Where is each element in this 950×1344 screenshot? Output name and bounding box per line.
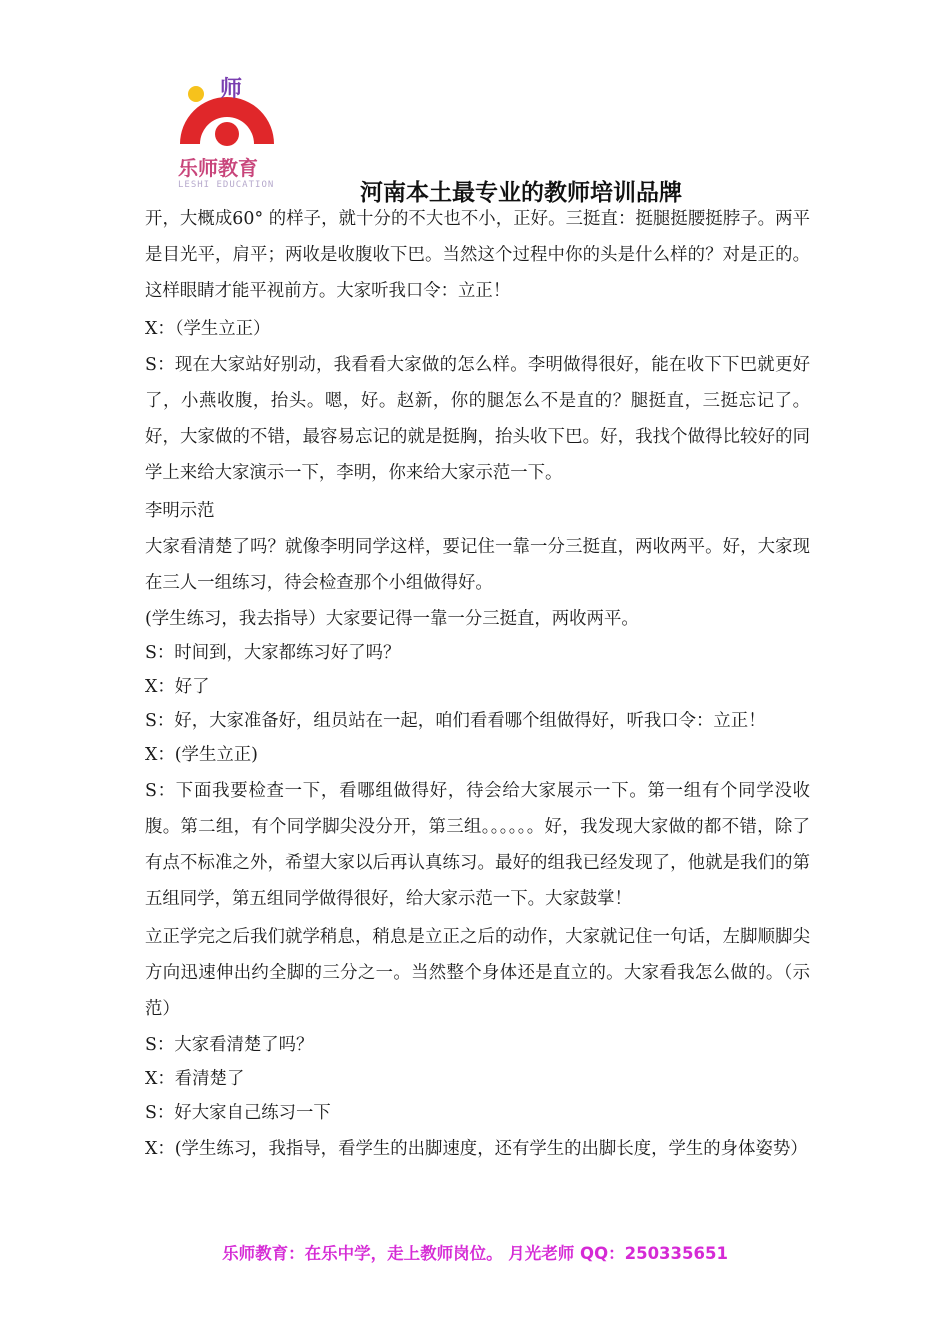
paragraph: S：好大家自己练习一下 (145, 1103, 331, 1123)
paragraph: X：看清楚了 (145, 1069, 245, 1089)
logo-mark-glyph: 师 (220, 77, 243, 102)
paragraph: S：时间到，大家都练习好了吗？ (145, 643, 401, 663)
paragraph: X：(学生练习，我指导，看学生的出脚速度，还有学生的出脚长度，学生的身体姿势） (145, 1139, 808, 1159)
paragraph: 大家看清楚了吗？就像李明同学这样，要记住一靠一分三挺直，两收两平。好，大家现在三人一组练习，待会检查那个小组做得好。 (145, 537, 810, 593)
footer-contact: 乐师教育：在乐中学，走上教师岗位。 月光老师 QQ：250335651 (222, 1244, 728, 1263)
paragraph: 李明示范 (145, 501, 215, 521)
paragraph: S：现在大家站好别动，我看看大家做的怎么样。李明做得很好，能在收下下巴就更好了，小燕收腹，抬头。嗯，好。赵新，你的腿怎么不是直的？腿挺直，三挺忘记了。好，大家做的不错，最容易忘记的就是挺胸，抬头收下巴。好，我找个做得比较好的同学上来给大家演示一下，李明，你来给大家示范一下。 (145, 355, 810, 483)
paragraph: S：下面我要检查一下，看哪组做得好，待会给大家展示一下。第一组有个同学没收腹。第二组，有个同学脚尖没分开，第三组。。。。。。好，我发现大家做的都不错，除了有点不标准之外，希望大家以后再认真练习。最好的组我已经发现了，他就是我们的第五组同学，第五组同学做得很好，给大家示范一下。大家鼓掌！ (145, 781, 810, 909)
paragraph: X：(学生立正) (145, 745, 258, 765)
document-body (145, 201, 810, 1203)
paragraph: 开，大概成60° 的样子，就十分的不大也不小，正好。三挺直：挺腿挺腰挺脖子。两平是目光平，肩平；两收是收腹收下巴。当然这个过程中你的头是什么样的？对是正的。这样眼睛才能平视前方。大家听我口令：立正！ (145, 209, 810, 301)
logo-subtitle: LESHI EDUCATION (178, 180, 275, 190)
paragraph: X：好了 (145, 677, 210, 697)
paragraph: (学生练习，我去指导）大家要记得一靠一分三挺直，两收两平。 (145, 609, 639, 629)
brand-title: 河南本土最专业的教师培训品牌 (360, 179, 682, 206)
logo-text: 乐师教育 (178, 156, 258, 180)
paragraph: 立正学完之后我们就学稍息，稍息是立正之后的动作，大家就记住一句话，左脚顺脚尖方向迅速伸出约全脚的三分之一。当然整个身体还是直立的。大家看我怎么做的。（示范） (145, 927, 810, 1019)
paragraph: S：大家看清楚了吗？ (145, 1035, 314, 1055)
paragraph: X：（学生立正） (145, 319, 271, 339)
paragraph: S：好，大家准备好，组员站在一起，咱们看看哪个组做得好，听我口令：立正！ (145, 711, 766, 731)
